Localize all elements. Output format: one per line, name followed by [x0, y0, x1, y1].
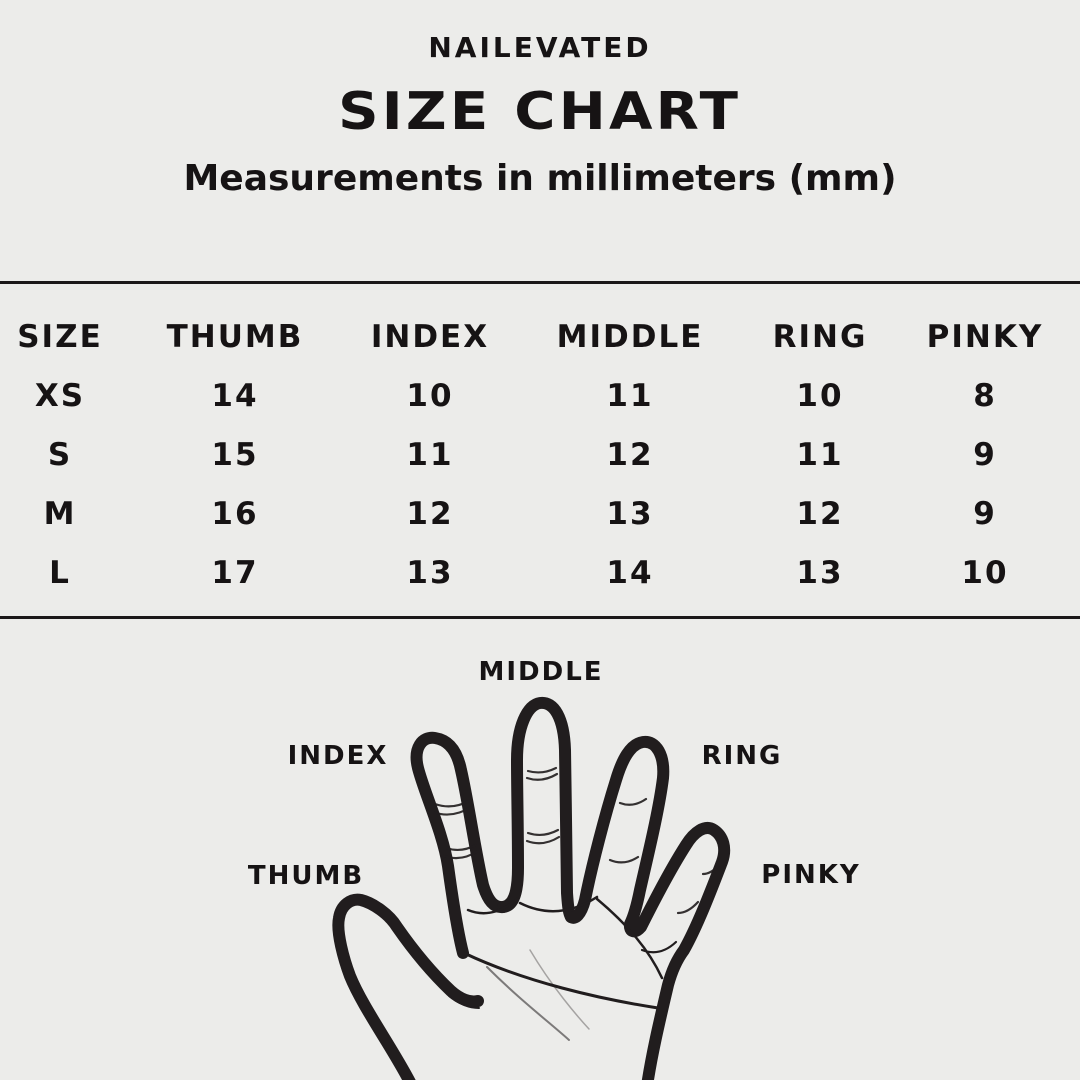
label-thumb: THUMB: [247, 861, 365, 891]
row-m-size: M: [43, 495, 77, 532]
row-m-index: 12: [406, 495, 454, 532]
hand-palm-crease-main: [464, 953, 658, 1008]
row-l-middle: 14: [606, 554, 654, 591]
hand-middle-outline: [503, 703, 571, 917]
row-xs-ring: 10: [796, 377, 844, 414]
label-pinky-finger: PINKY: [761, 860, 861, 890]
col-header-size: SIZE: [17, 318, 103, 355]
row-s-pinky: 9: [973, 436, 997, 473]
hand-palm-crease-3: [530, 950, 589, 1029]
label-ring-finger: RING: [701, 741, 783, 771]
row-l-ring: 13: [796, 554, 844, 591]
row-xs-index: 10: [406, 377, 454, 414]
hand-web-arc-pinky: [642, 942, 676, 952]
row-xs-pinky: 8: [973, 377, 997, 414]
col-header-thumb: THUMB: [166, 318, 304, 355]
label-middle-finger: MIDDLE: [478, 657, 604, 687]
page-subtitle: Measurements in millimeters (mm): [183, 158, 897, 199]
row-l-pinky: 10: [961, 554, 1009, 591]
col-header-middle: MIDDLE: [556, 318, 704, 355]
row-s-thumb: 15: [211, 436, 259, 473]
label-index-finger: INDEX: [287, 741, 389, 771]
row-l-thumb: 17: [211, 554, 259, 591]
col-header-pinky: PINKY: [926, 318, 1044, 355]
row-xs-middle: 11: [606, 377, 654, 414]
hand-ring-pinky-outline: [571, 742, 724, 1080]
row-m-thumb: 16: [211, 495, 259, 532]
row-m-middle: 13: [606, 495, 654, 532]
col-header-index: INDEX: [370, 318, 490, 355]
page-title-text: SIZE CHART: [338, 82, 742, 142]
row-s-index: 11: [406, 436, 454, 473]
row-xs-thumb: 14: [211, 377, 259, 414]
col-header-ring: RING: [772, 318, 868, 355]
row-s-middle: 12: [606, 436, 654, 473]
row-l-index: 13: [406, 554, 454, 591]
hand-index-outline: [417, 738, 503, 953]
row-m-ring: 12: [796, 495, 844, 532]
row-s-size: S: [47, 436, 73, 473]
row-s-ring: 11: [796, 436, 844, 473]
row-xs-size: XS: [34, 377, 86, 414]
row-l-size: L: [49, 554, 71, 591]
row-m-pinky: 9: [973, 495, 997, 532]
brand-name: NAILEVATED: [428, 31, 652, 64]
